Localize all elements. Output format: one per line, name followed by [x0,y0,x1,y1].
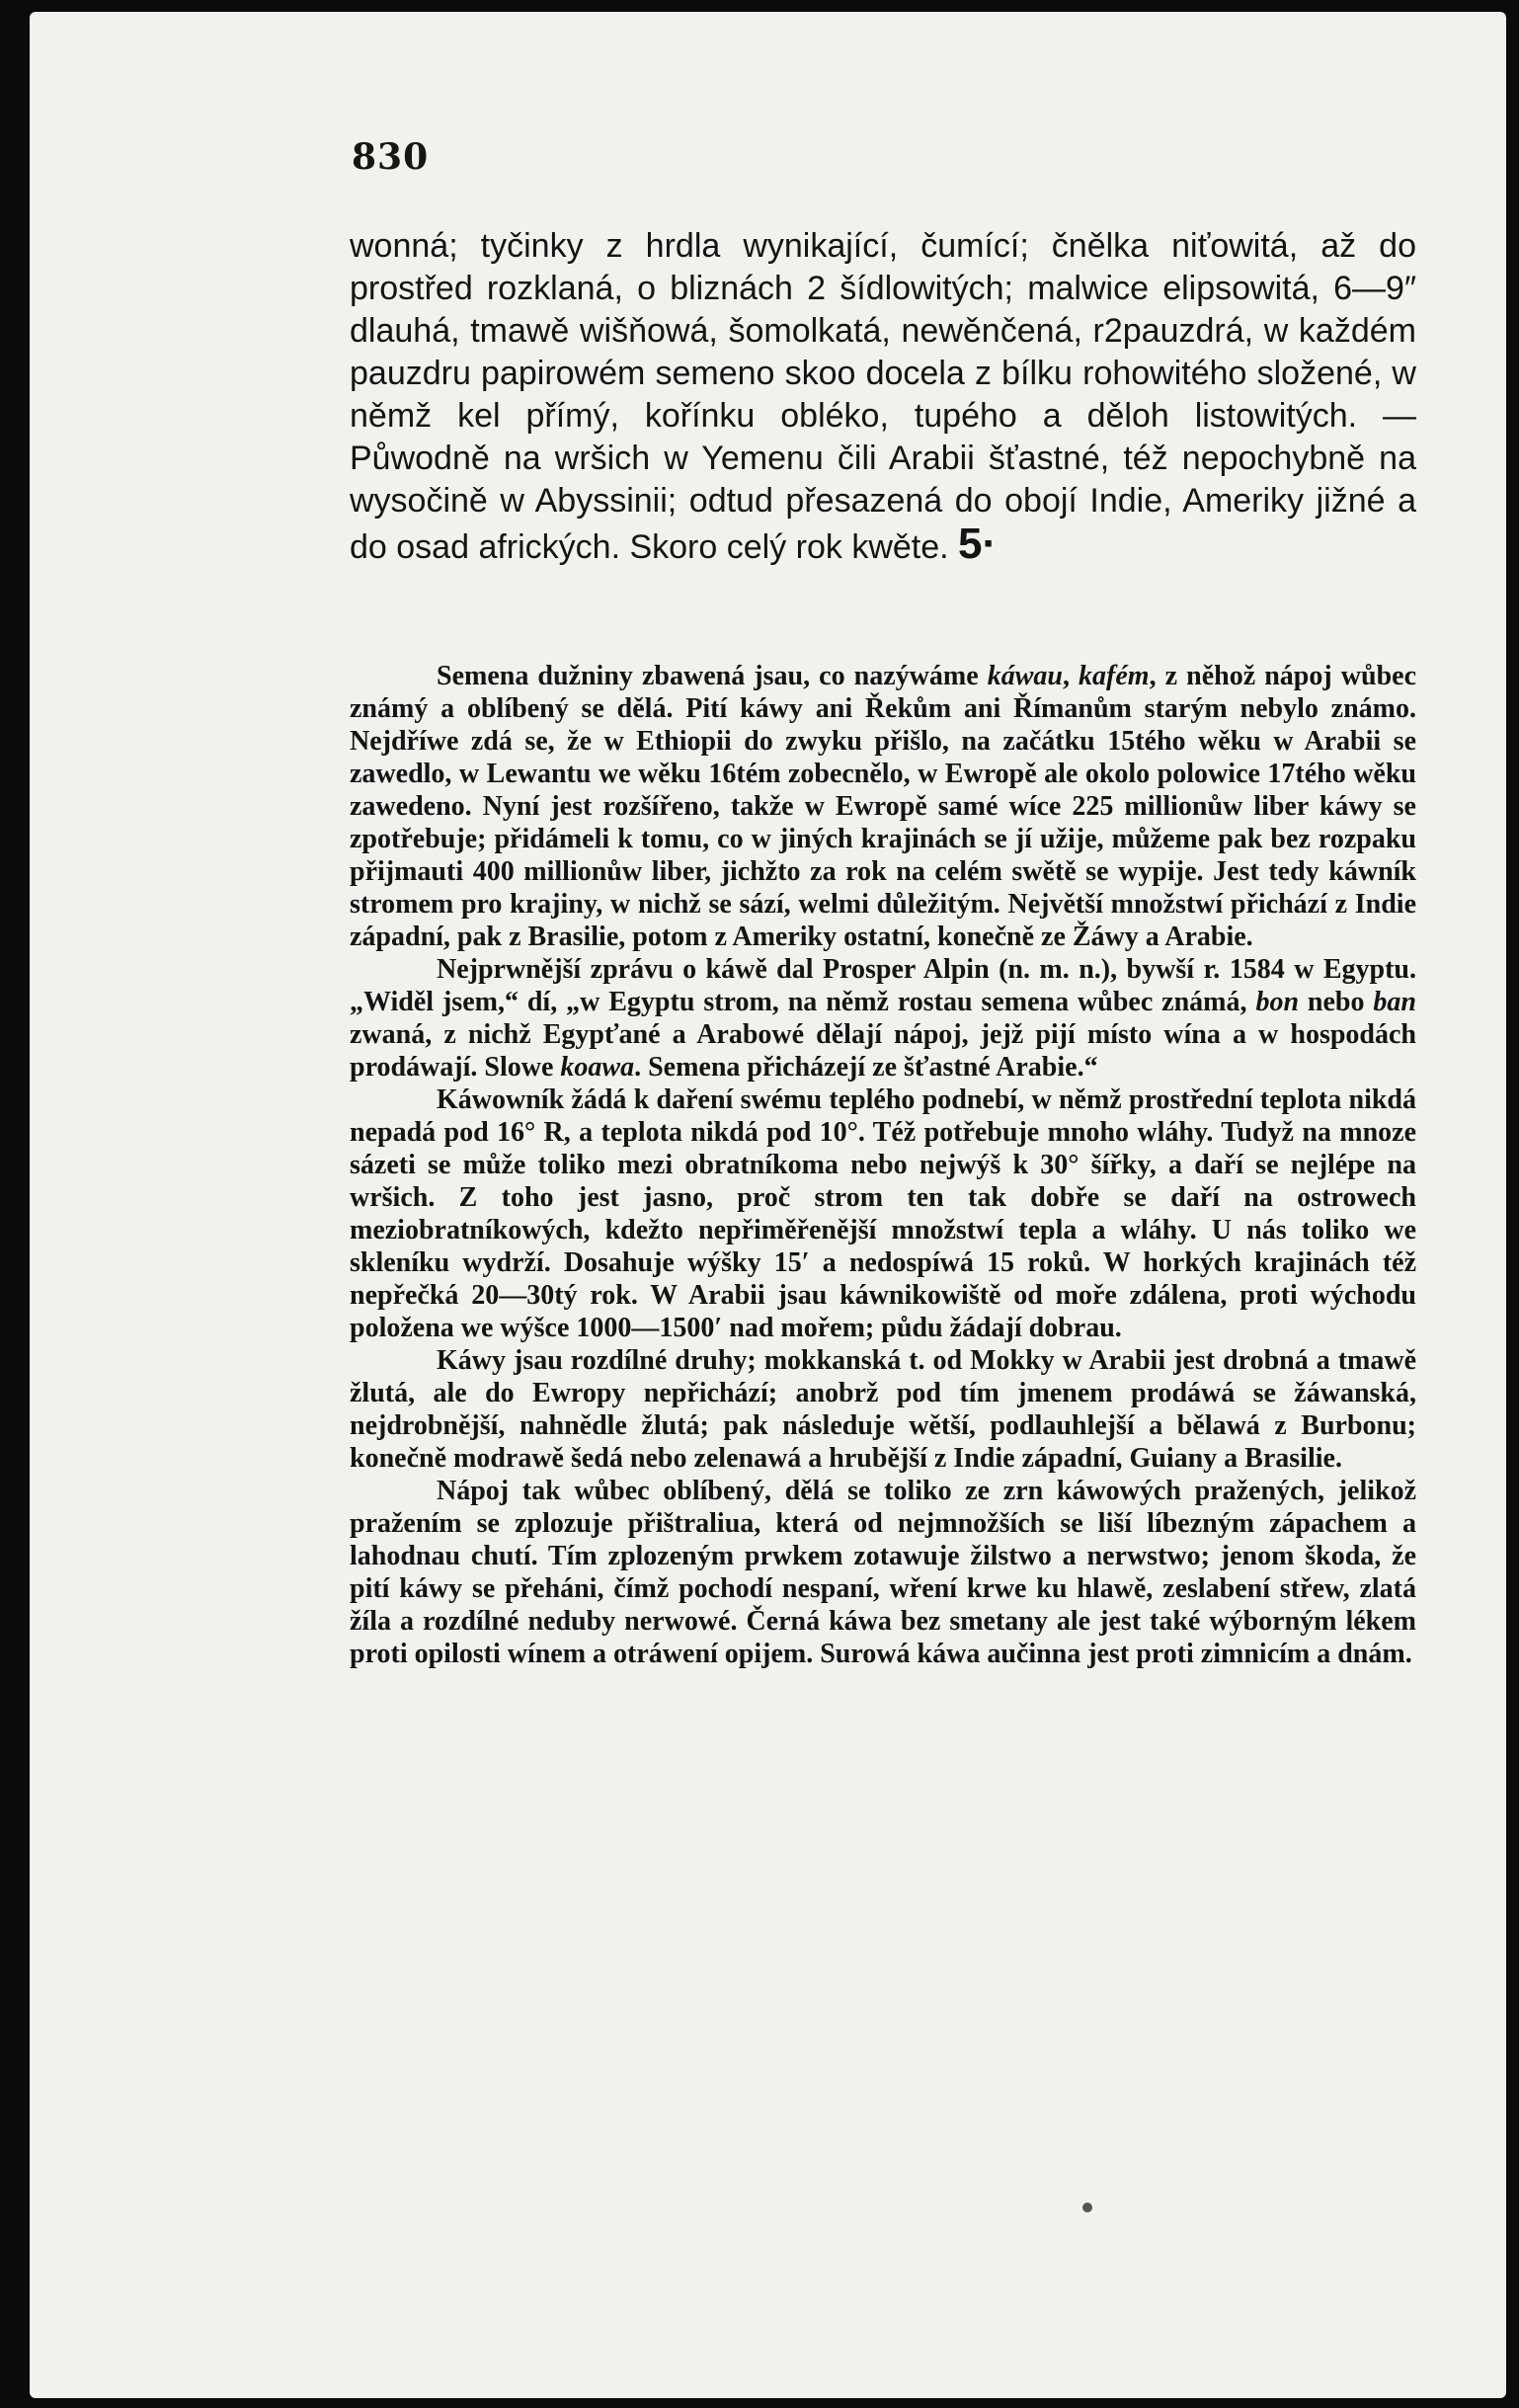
botanical-description [350,225,1416,569]
term-koawa: koawa [560,1052,635,1083]
term-kafem: kafém [1079,661,1150,691]
paragraph-cultivation: Káwowník žádá k daření swému teplého podnebí, w němž prostřední teplota nikdá nepadá pod 16° R, a teplota nikdá pod 10°. Též potřebuje mnoho wláhy. Tudyž na mnoze sázeti se může toliko mezi obratníkoma nebo nejwýš k 30° šířky, a daří se nejlépe na wršich. Z toho jest jasno, proč strom ten tak dobře se daří na ostrowech meziobratníkowých, kdežto nepřiměřenější množstwí tepla a wláhy. U nás toliko we skleníku wydrží. Dosahuje wýšky 15′ a nedospíwá 15 roků. W horkých krajinách též nepřečká 20—30tý rok. W Arabii jsau káwnikowiště od moře zdálena, proti wýchodu položena we wýšce 1000—1500′ nad mořem; půdu žádají dobrau. [350,1084,1416,1343]
term-ban: ban [1373,987,1416,1017]
paragraph-prosper-alpin: Nejprwnější zprávu o káwě dal Prosper Alpin (n. m. n.), bywší r. 1584 w Egyptu. „Widěl jsem,“ dí, „w Egyptu strom, na němž rostau semena wůbec známá, bon nebo ban zwaná, z nichž Egypťané a Arabowé dělají nápoj, jejž pijí místo wína a w hospodách prodáwají. Slowe koawa. Semena přicházejí ze šťastné Arabie.“ [350,954,1416,1083]
main-text-block [350,225,1416,569]
page-number: 830 [352,136,430,178]
ink-speck [1082,2203,1092,2212]
paragraph-coffee-drink: Nápoj tak wůbec oblíbený, dělá se toliko ze zrn káwowých pražených, jelikož pražením se zplozuje přištraliua, která od nejmnožších se liší líbezným zápachem a lahodnau chutí. Tím zplozeným prwkem zotawuje žilstwo a nerwstwo; jenom škoda, že pití káwy se přeháni, čímž pochodí nespaní, wření krwe ku hlawě, zeslabení střew, zlatá žíla a rozdílné neduby nerwowé. Černá káwa bez smetany ale jest také wýborným lékem proti opilosti wínem a otráwení opijem. Surowá káwa aučinna jest proti zimnicím a dnám. [350,1476,1416,1669]
paragraph-coffee-history: Semena dužniny zbawená jsau, co nazýwáme káwau, kafém, z něhož nápoj wůbec známý a oblíbený se dělá. Pití káwy ani Řekům ani Římanům starým nebylo známo. Nejdříwe zdá se, že w Ethiopii do zwyku přišlo, na začátku 15tého wěku w Arabii se zawedlo, w Lewantu we wěku 16tém zobecnělo, w Ewropě ale okolo polowice 17tého wěku zawedeno. Nyní jest rozšířeno, takže w Ewropě samé wíce 225 millionůw liber káwy se zpotřebuje; přidámeli k tomu, co w jiných krajinách se jí užije, můžeme pak bez rozpaku přijmauti 400 millionůw liber, jichžto za rok na celém swětě se wypije. Jest tedy káwník stromem pro krajiny, w nichž se sází, welmi důležitým. Největší množstwí přichází z Indie západní, pak z Brasilie, potom z Ameriky ostatní, konečně ze Žáwy a Arabie. [350,661,1416,952]
term-bon: bon [1255,987,1300,1017]
botanical-description-text: wonná; tyčinky z hrdla wynikající, čumící; čnělka niťowitá, až do prostřed rozklaná, o bliznách 2 šídlowitých; malwice elipsowitá, 6—9″ dlauhá, tmawě wišňowá, šomolkatá, newěnčená, r2pauzdrá, w každém pauzdru papirowém semeno skoo docela z bílku rohowitého složené, w němž kel přímý, kořínku obléko, tupého a děloh listowitých. — Půwodně na wršich w Yemenu čili Arabii šťastné, též nepochybně na wysočině w Abyssinii; odtud přesazená do obojí Indie, Ameriky jižné a do osad afrických. Skoro celý rok kwěte. [350,227,1416,566]
paragraph-coffee-varieties: Káwy jsau rozdílné druhy; mokkanská t. od Mokky w Arabii jest drobná a tmawě žlutá, ale do Ewropy nepřichází; anobrž pod tím jmenem prodáwá se žáwanská, nejdrobnější, nahnědle žlutá; pak následuje wětší, podlauhlejší a bělawá z Burbonu; konečně modrawě šedá nebo zelenawá a hrubější z Indie západní, Guiany a Brasilie. [350,1345,1416,1474]
section-marker: 5· [958,520,998,568]
term-kawau: káwau [987,661,1063,691]
commentary-text-block [350,660,1416,1670]
